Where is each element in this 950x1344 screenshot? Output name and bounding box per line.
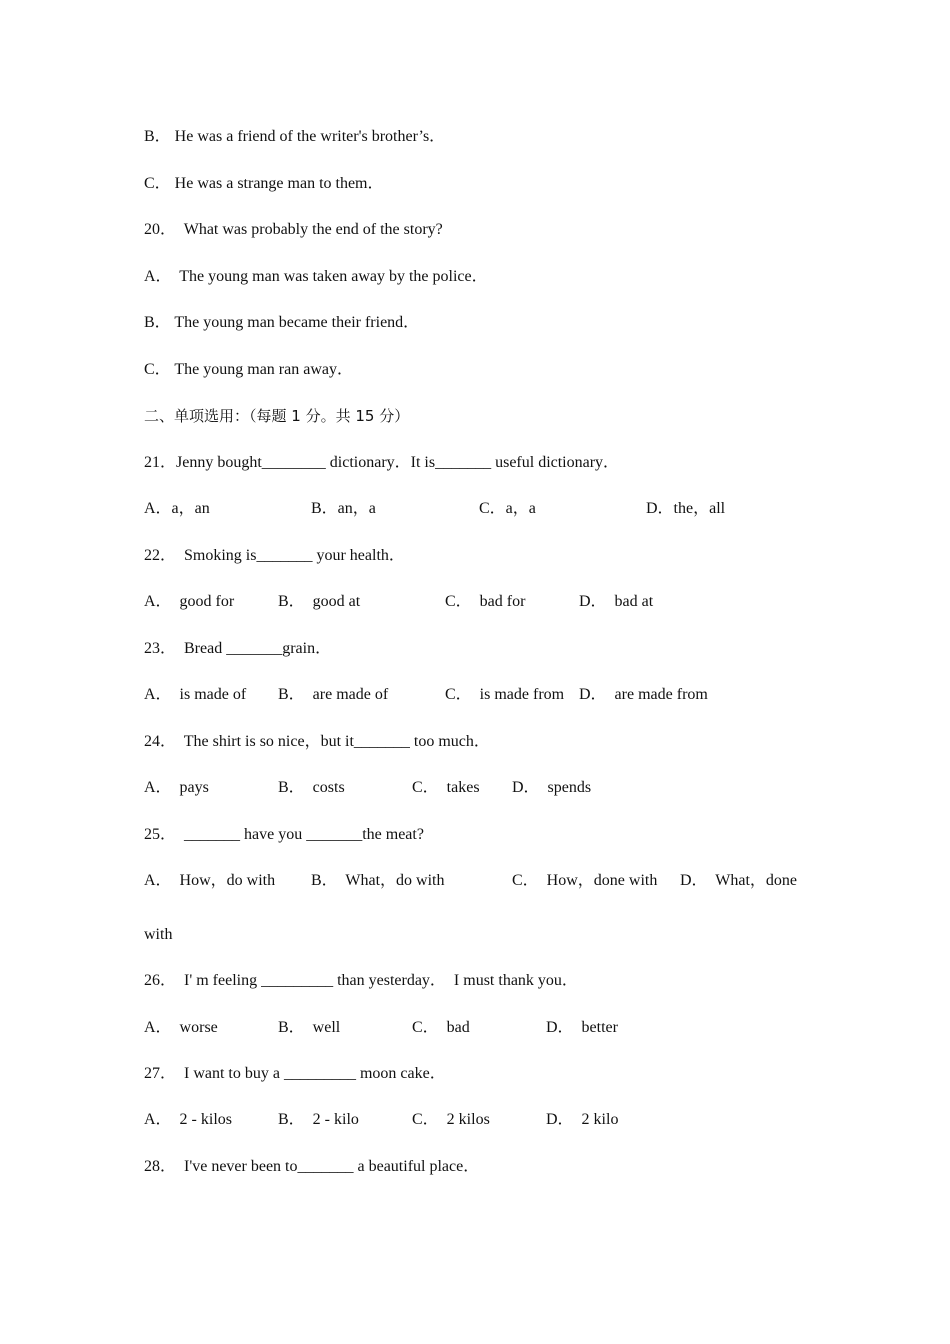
q25-option-b: B． What，do with bbox=[311, 872, 445, 889]
q25-option-a: A． How，do with bbox=[144, 872, 276, 889]
q23-option-a: A． is made of bbox=[144, 686, 247, 703]
q28-question: 28． I've never been to_______ a beautiful place． bbox=[144, 1158, 480, 1175]
section-heading: 二、单项选用：（每题 1 分。共 15 分） bbox=[144, 407, 410, 425]
q22-question: 22． Smoking is_______ your health． bbox=[144, 547, 405, 564]
q21-option-c: C．a，a bbox=[479, 500, 536, 517]
q23-option-d: D． are made from bbox=[579, 686, 708, 703]
q25-option-d-wrap: with bbox=[144, 926, 173, 943]
q26-option-c: C． bad bbox=[412, 1019, 470, 1036]
q20-option-a: A． The young man was taken away by the police． bbox=[144, 268, 488, 285]
q22-option-c: C． bad for bbox=[445, 593, 526, 610]
q19-option-c: C． He was a strange man to them． bbox=[144, 175, 384, 192]
q27-option-d: D． 2 kilo bbox=[546, 1111, 619, 1128]
q26-option-a: A． worse bbox=[144, 1019, 218, 1036]
q20-option-b: B． The young man became their friend． bbox=[144, 314, 420, 331]
q24-option-c: C． takes bbox=[412, 779, 480, 796]
q25-question: 25． _______ have you _______the meat? bbox=[144, 826, 424, 843]
q21-question: 21．Jenny bought________ dictionary．It is_______ useful dictionary． bbox=[144, 454, 620, 471]
q27-question: 27． I want to buy a _________ moon cake． bbox=[144, 1065, 446, 1082]
q20-option-c: C． The young man ran away． bbox=[144, 361, 353, 378]
q26-question: 26． I' m feeling _________ than yesterday． I must thank you． bbox=[144, 972, 578, 989]
q22-option-d: D． bad at bbox=[579, 593, 654, 610]
q25-option-d: D． What，done bbox=[680, 872, 798, 889]
q27-option-a: A． 2 - kilos bbox=[144, 1111, 233, 1128]
q24-option-a: A． pays bbox=[144, 779, 209, 796]
q21-option-d: D．the，all bbox=[646, 500, 726, 517]
q26-option-d: D． better bbox=[546, 1019, 618, 1036]
q23-question: 23． Bread _______grain． bbox=[144, 640, 332, 657]
q25-option-c: C． How，done with bbox=[512, 872, 658, 889]
q27-option-b: B． 2 - kilo bbox=[278, 1111, 359, 1128]
q20-question: 20． What was probably the end of the story? bbox=[144, 221, 443, 238]
q21-option-b: B．an，a bbox=[311, 500, 376, 517]
q27-option-c: C． 2 kilos bbox=[412, 1111, 490, 1128]
q26-option-b: B． well bbox=[278, 1019, 341, 1036]
q24-option-b: B． costs bbox=[278, 779, 345, 796]
q22-option-a: A． good for bbox=[144, 593, 235, 610]
q21-option-a: A．a，an bbox=[144, 500, 210, 517]
q23-option-b: B． are made of bbox=[278, 686, 389, 703]
q19-option-b: B． He was a friend of the writer's brother’s． bbox=[144, 128, 446, 145]
q23-option-c: C． is made from bbox=[445, 686, 565, 703]
q24-question: 24． The shirt is so nice，but it_______ too much． bbox=[144, 733, 490, 750]
q24-option-d: D． spends bbox=[512, 779, 592, 796]
q22-option-b: B． good at bbox=[278, 593, 361, 610]
